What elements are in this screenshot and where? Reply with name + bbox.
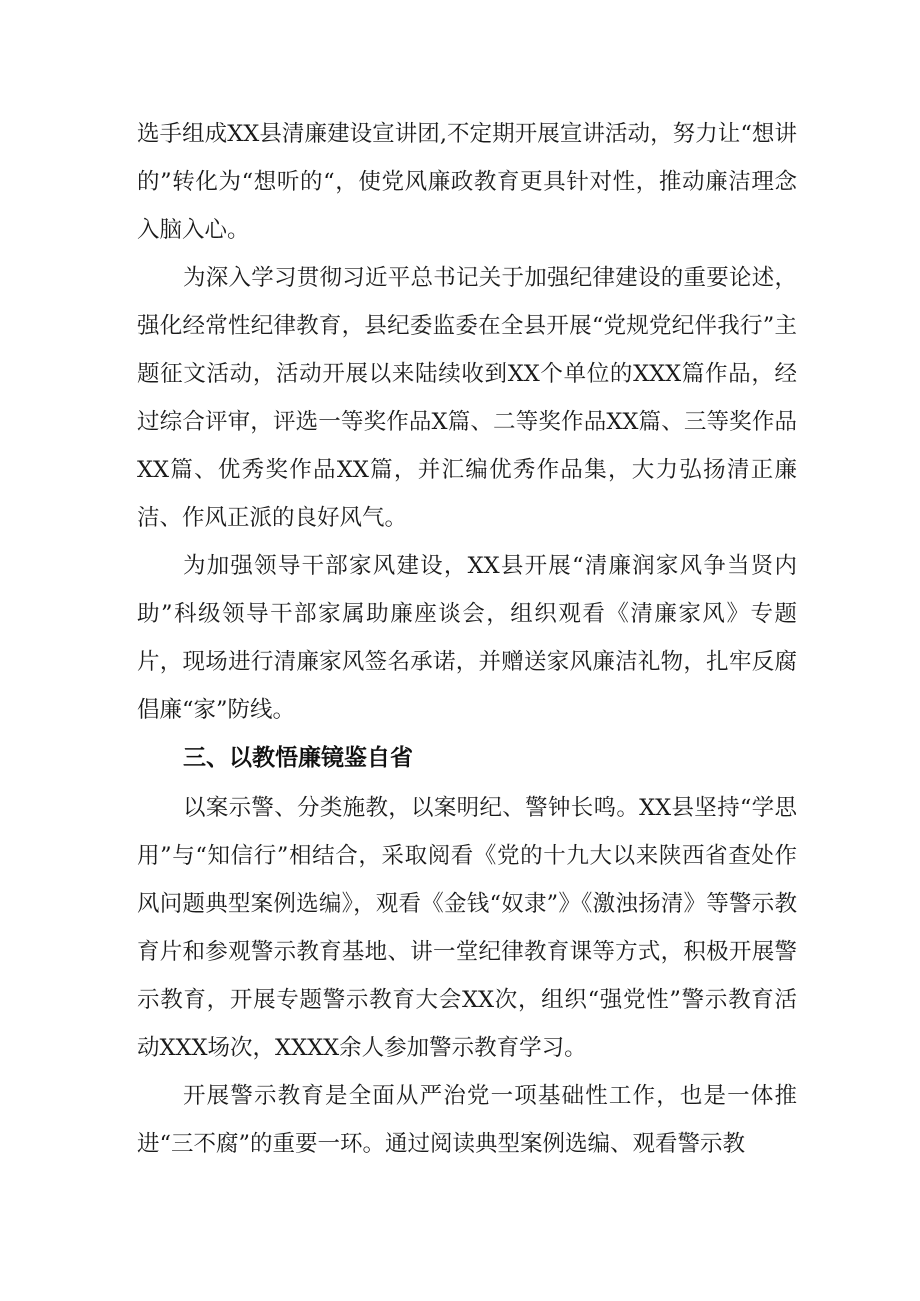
paragraph-warning-education: 以案示警、分类施教，以案明纪、警钟长鸣。XX县坚持“学思用”与“知信行”相结合，采取阅看《党的十九大以来陕西省查处作风问题典型案例选编》，观看《金钱“奴隶”》《激浊扬清》等警示教育片和参观警示教育基地、讲一堂纪律教育课等方式，积极开展警示教育，开展专题警示教育大会XX次，组织“强党性”警示教育活动XXX场次，XXXX余人参加警示教育学习。 [137, 795, 797, 1061]
paragraph-three-no-corruption: 开展警示教育是全面从严治党一项基础性工作，也是一体推进“三不腐”的重要一环。通过阅读典型案例选编、观看警示教 [137, 1083, 797, 1157]
paragraph-continued: 选手组成XX县清廉建设宣讲团,不定期开展宣讲活动，努力让“想讲的”转化为“想听的“，使党风廉政教育更具针对性，推动廉洁理念入脑入心。 [137, 121, 797, 243]
document-body [137, 110, 797, 1168]
section-heading: 三、以教悟廉镜鉴自省 [183, 745, 413, 771]
paragraph-family-style: 为加强领导干部家风建设，XX县开展“清廉润家风争当贤内助”科级领导干部家属助廉座谈会，组织观看《清廉家风》专题片，现场进行清廉家风签名承诺，并赠送家风廉洁礼物，扎牢反腐倡廉“家”防线。 [137, 553, 797, 723]
paragraph-essay-contest: 为深入学习贯彻习近平总书记关于加强纪律建设的重要论述，强化经常性纪律教育，县纪委监委在全县开展“党规党纪伴我行”主题征文活动，活动开展以来陆续收到XX个单位的XXX篇作品，经过综合评审，评选一等奖作品X篇、二等奖作品XX篇、三等奖作品XX篇、优秀奖作品XX篇，并汇编优秀作品集，大力弘扬清正廉洁、作风正派的良好风气。 [137, 265, 797, 531]
